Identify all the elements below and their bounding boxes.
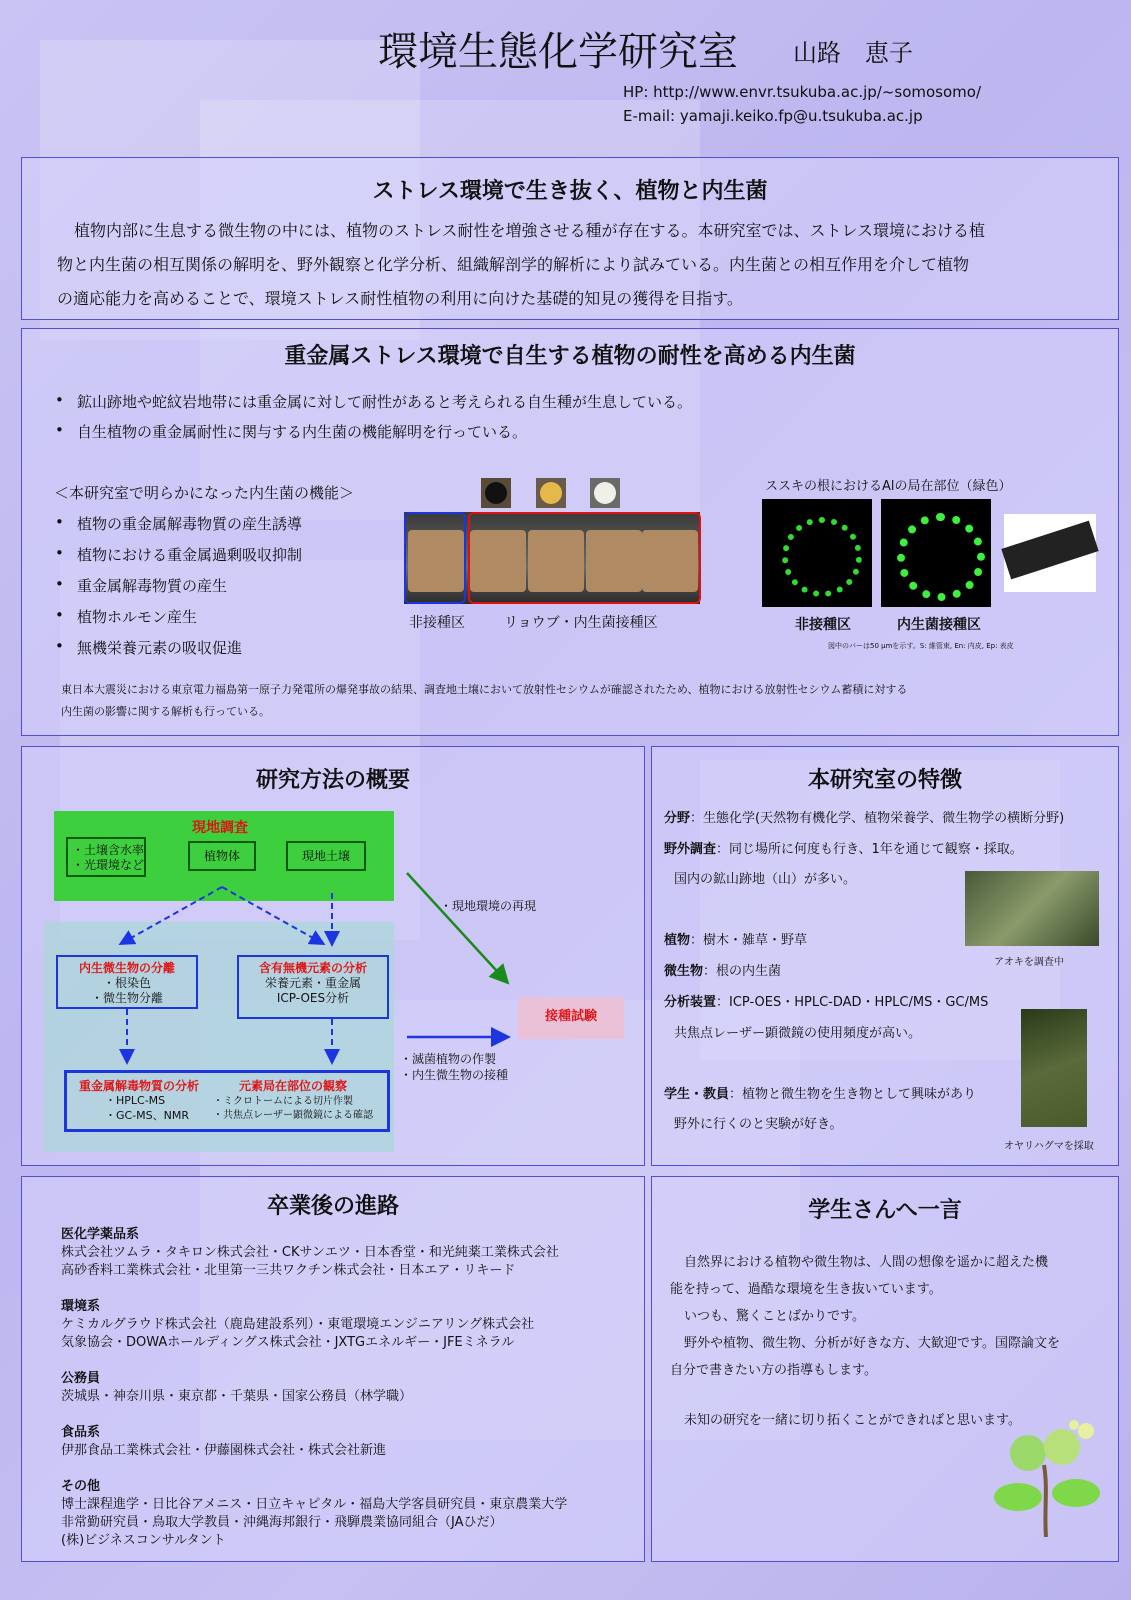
message-title: 学生さんへ一言: [808, 1198, 962, 1223]
inorganic-body: 栄養元素・重金属 ICP-OES分析: [264, 976, 361, 1005]
feature-row: 学生・教員：植物と微生物を生き物として興味があり: [664, 1087, 977, 1102]
feature-row: 分析装置：ICP-OES・HPLC-DAD・HPLC/MS・GC/MS: [664, 995, 989, 1010]
function-item: • 植物ホルモン産生: [77, 606, 197, 627]
field-soil-box: 現地土壌: [286, 841, 366, 871]
field-photo-oyarihaguma: [1021, 1009, 1087, 1127]
message-panel: [651, 1176, 1119, 1562]
feature-row: 微生物：根の内生菌: [664, 964, 782, 979]
message-line: 自分で書きたい方の指導もします。: [670, 1363, 877, 1378]
field-photo-aoki: [965, 871, 1099, 946]
career-line: 非常勤研究員・鳥取大学教員・沖縄海邦銀行・飛騨農業協同組合（JAひだ）: [61, 1515, 503, 1530]
career-title: 卒業後の進路: [266, 1194, 399, 1219]
photo-caption-aoki: アオキを調査中: [994, 957, 1064, 968]
message-line: 未知の研究を一緒に切り拓くことができればと思います。: [684, 1413, 1021, 1428]
localization-title: 元素局在部位の観察: [239, 1079, 348, 1093]
analysis-box: [64, 1070, 390, 1132]
field-survey-title: 現地調査: [192, 820, 248, 836]
function-item: • 植物の重金属解毒物質の産生誘導: [77, 513, 302, 534]
feature-row: 野外に行くのと実験が好き。: [674, 1117, 843, 1132]
message-line: いつも、驚くことばかりです。: [684, 1309, 865, 1324]
career-line: 茨城県・神奈川県・東京都・千葉県・国家公務員（林学職）: [61, 1389, 413, 1404]
intro-line: の適応能力を高めることで、環境ストレス耐性植物の利用に向けた基礎的知見の獲得を目指す。: [57, 289, 743, 308]
detox-body: ・HPLC-MS ・GC-MS、NMR: [105, 1094, 190, 1122]
pot-label-inoculated: リョウブ・内生菌接種区: [504, 615, 658, 631]
plant-box: 植物体: [188, 841, 256, 871]
message-line: 能を持って、過酷な環境を生き抜いています。: [670, 1282, 942, 1297]
inoculation-test-box: [518, 997, 624, 1039]
career-heading: 公務員: [61, 1371, 101, 1386]
feature-row: 共焦点レーザー顕微鏡の使用頻度が高い。: [674, 1026, 922, 1041]
feature-row: 国内の鉱山跡地（山）が多い。: [674, 872, 857, 887]
micro-note: 図中のバーは50 μmを示す。S: 維管束, En: 内皮, Ep: 表皮: [828, 642, 1014, 650]
plant-illustration: [990, 1419, 1102, 1537]
micrograph-control: [762, 499, 872, 607]
career-line: 博士課程進学・日比谷アメニス・日立キャピタル・福島大学客員研究員・東京農業大学: [61, 1497, 568, 1512]
photo-caption-oyarihaguma: オヤリハグマを採取: [1004, 1141, 1094, 1152]
inorganic-title: 含有無機元素の分析: [258, 961, 367, 975]
metal-bullet: • 自生植物の重金属耐性に関与する内生菌の機能解明を行っている。: [77, 421, 527, 442]
function-item: • 重金属解毒物質の産生: [77, 575, 227, 596]
cesium-line: 内生菌の影響に関する解析も行っている。: [61, 705, 270, 718]
inorganic-box: [237, 955, 389, 1019]
micrograph-root: [1004, 514, 1096, 592]
control-frame: [404, 512, 466, 604]
cesium-line: 東日本大震災における東京電力福島第一原子力発電所の爆発事故の結果、調査地土壌において放射性セシウムが確認されたため、植物における放射性セシウム蓄積に対する: [61, 683, 908, 696]
intro-panel: [21, 157, 1119, 320]
reproduce-label: ・現地環境の再現: [440, 899, 537, 913]
function-item: • 無機栄養元素の吸収促進: [77, 637, 242, 658]
inoculated-frame: [468, 512, 701, 604]
career-panel: [21, 1176, 645, 1562]
localization-body: ・ミクロトームによる切片作製 ・共焦点レーザー顕微鏡による確認: [213, 1096, 373, 1121]
author-name: 山路 恵子: [793, 39, 913, 67]
culture-dish-image: [590, 478, 620, 508]
career-heading: 医化学薬品系: [61, 1227, 140, 1242]
isolation-box: [56, 955, 198, 1009]
inoculation-test-label: 接種試験: [544, 1009, 597, 1024]
intro-line: 物と内生菌の相互関係の解明を、野外観察と化学分析、組織解剖学的解析により試みている。内生菌との相互作用を介して植物: [57, 255, 970, 274]
career-heading: 食品系: [61, 1425, 101, 1440]
micro-label-inoculated: 内生菌接種区: [897, 617, 981, 633]
intro-title: ストレス環境で生き抜く、植物と内生菌: [372, 179, 768, 204]
career-line: (株)ビジネスコンサルタント: [61, 1533, 226, 1548]
metal-panel: [21, 328, 1119, 736]
pot-label-control: 非接種区: [409, 615, 465, 631]
email-link[interactable]: E-mail: yamaji.keiko.fp@u.tsukuba.ac.jp: [623, 107, 923, 125]
micrograph-inoculated: [881, 499, 991, 607]
metal-title: 重金属ストレス環境で自生する植物の耐性を高める内生菌: [284, 344, 856, 369]
isolation-title: 内生微生物の分離: [78, 961, 175, 975]
features-panel: [651, 746, 1119, 1166]
sterile-label: ・滅菌植物の作製 ・内生微生物の接種: [400, 1052, 509, 1082]
function-item: • 植物における重金属過剰吸収抑制: [77, 544, 302, 565]
micro-label-control: 非接種区: [795, 617, 851, 633]
feature-row: 分野：生態化学(天然物有機化学、植物栄養学、微生物学の横断分野): [664, 811, 1065, 826]
career-line: 株式会社ツムラ・タキロン株式会社・CKサンエツ・日本香堂・和光純薬工業株式会社: [61, 1245, 559, 1260]
intro-line: 植物内部に生息する微生物の中には、植物のストレス耐性を増強させる種が存在する。本研究室では、ストレス環境における植: [74, 221, 986, 240]
metal-bullet: • 鉱山跡地や蛇紋岩地帯には重金属に対して耐性があると考えられる自生種が生息している。: [77, 391, 692, 412]
career-line: 伊那食品工業株式会社・伊藤園株式会社・株式会社新進: [61, 1443, 387, 1458]
homepage-link[interactable]: HP: http://www.envr.tsukuba.ac.jp/~somosomo/: [623, 83, 982, 101]
career-line: 気象協会・DOWAホールディングス株式会社・JXTGエネルギー・JFEミネラル: [61, 1335, 515, 1350]
detox-title: 重金属解毒物質の分析: [79, 1079, 200, 1093]
career-heading: 環境系: [61, 1299, 101, 1314]
function-heading: ＜本研究室で明らかになった内生菌の機能＞: [54, 484, 355, 502]
career-line: 高砂香料工業株式会社・北里第一三共ワクチン株式会社・日本エア・リキード: [61, 1263, 516, 1278]
isolation-body: ・根染色 ・微生物分離: [90, 976, 163, 1005]
feature-row: 野外調査：同じ場所に何度も行き、1年を通じて観察・採取。: [664, 842, 1023, 857]
career-line: ケミカルグラウド株式会社（鹿島建設系列）・東電環境エンジニアリング株式会社: [61, 1317, 535, 1332]
microscopy-title: ススキの根におけるAlの局在部位（緑色）: [765, 479, 1012, 494]
culture-dish-image: [536, 478, 566, 508]
page-title: 環境生態化学研究室: [378, 29, 738, 75]
soil-moisture-box: ・土壌含水率 ・光環境など: [66, 837, 146, 877]
method-title: 研究方法の概要: [255, 768, 410, 793]
message-line: 野外や植物、微生物、分析が好きな方、大歓迎です。国際論文を: [684, 1336, 1060, 1351]
career-heading: その他: [61, 1479, 101, 1494]
features-title: 本研究室の特徴: [807, 768, 962, 793]
method-panel: [21, 746, 645, 1166]
feature-row: 植物：樹木・雑草・野草: [664, 933, 808, 948]
message-line: 自然界における植物や微生物は、人間の想像を遥かに超えた機: [684, 1255, 1049, 1270]
culture-dish-image: [481, 478, 511, 508]
